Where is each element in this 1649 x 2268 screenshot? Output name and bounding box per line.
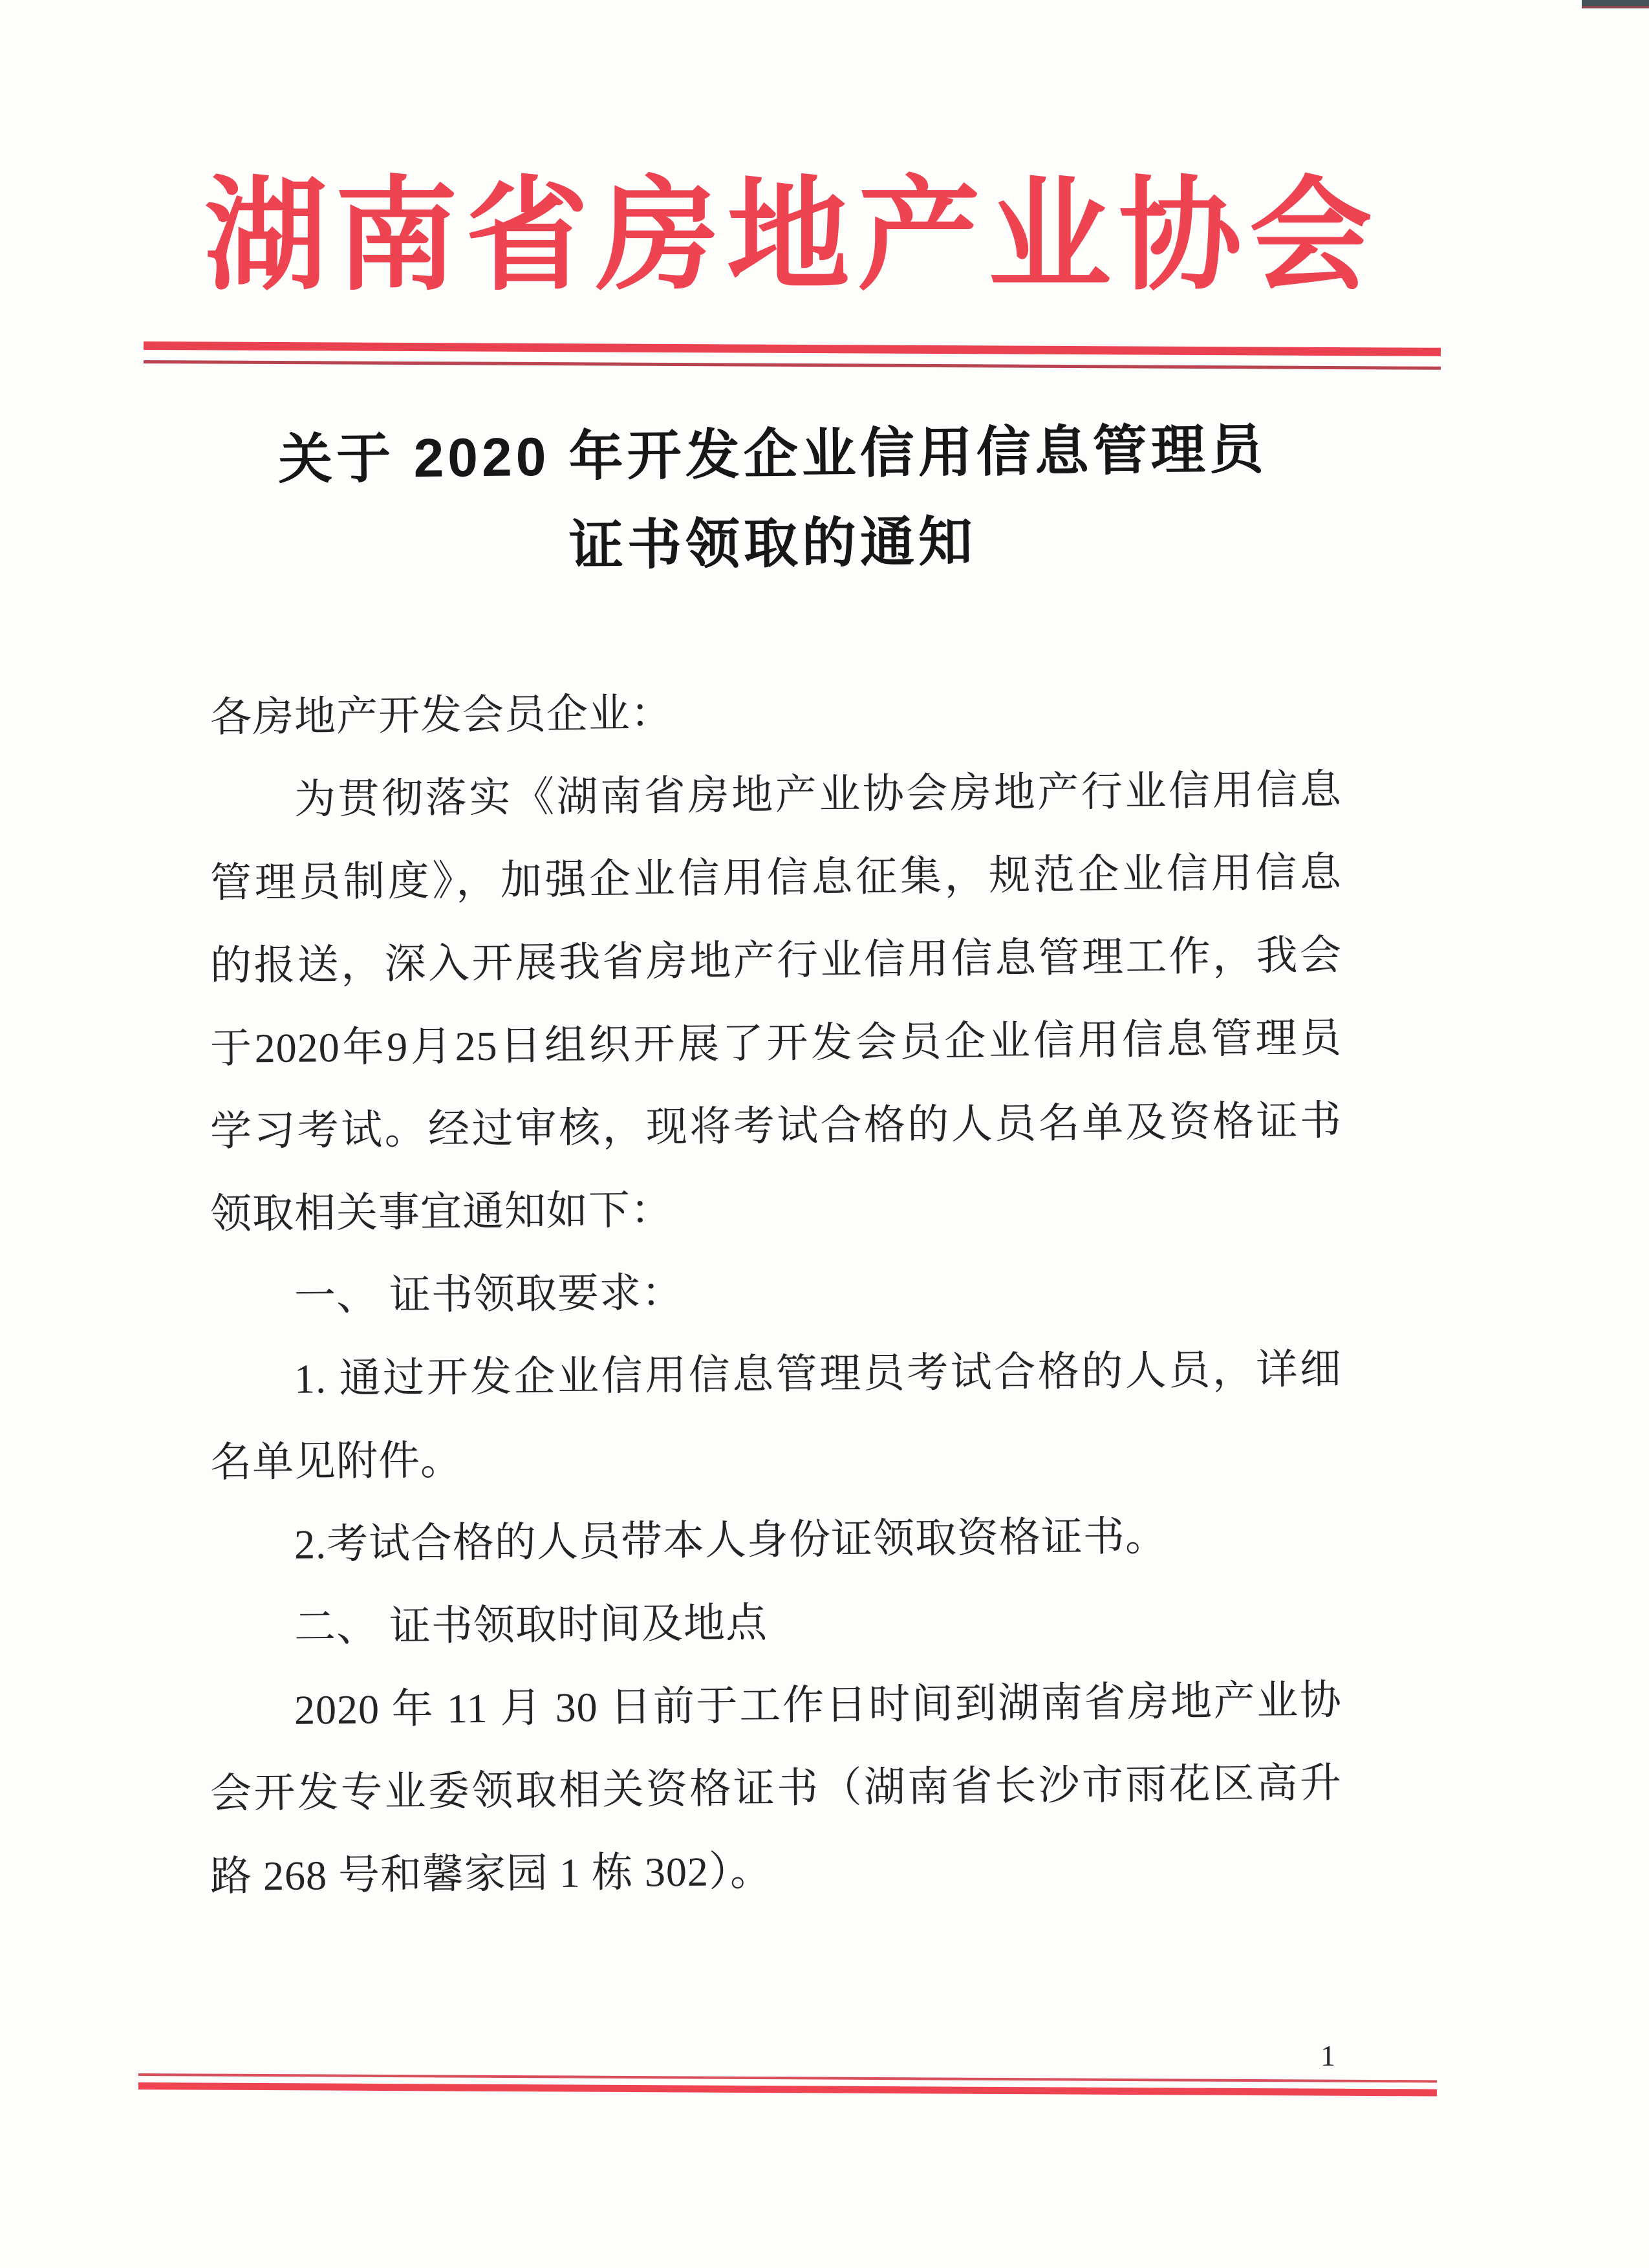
body-line: 1. 通过开发企业信用信息管理员考试合格的人员，详细 <box>294 1346 1342 1402</box>
body-line: 路 268 号和馨家园 1 栋 302）。 <box>210 1848 773 1899</box>
body-line: 2020 年 11 月 30 日前于工作日时间到湖南省房地产业协 <box>294 1677 1342 1733</box>
body-line: 名单见附件。 <box>210 1437 463 1485</box>
scan-artifact <box>1582 0 1649 8</box>
body-line: 为贯彻落实《湖南省房地产业协会房地产行业信用信息 <box>294 766 1342 823</box>
body-line: 2.考试合格的人员带本人身份证领取资格证书。 <box>294 1513 1168 1568</box>
footer-rule-thick <box>138 2082 1437 2097</box>
footer-rule-thin <box>138 2073 1437 2083</box>
letterhead-rule-thick <box>144 341 1441 356</box>
notice-title-line1: 关于 2020 年开发企业信用信息管理员 <box>277 418 1268 490</box>
body-line: 于2020年9月25日组织开展了开发会员企业信用信息管理员 <box>210 1015 1342 1072</box>
body-line: 会开发专业委领取相关资格证书（湖南省长沙市雨花区高升 <box>210 1760 1342 1817</box>
letterhead-rule-thin <box>144 360 1441 370</box>
body-line: 各房地产开发会员企业： <box>210 690 673 740</box>
body-line-section-heading: 二、 证书领取时间及地点 <box>294 1599 768 1650</box>
page-number: 1 <box>1320 2039 1335 2072</box>
body-line-section-heading: 一、 证书领取要求： <box>294 1269 684 1319</box>
body-line: 学习考试。经过审核，现将考试合格的人员名单及资格证书 <box>210 1097 1342 1154</box>
org-name: 湖南省房地产业协会 <box>204 169 1380 305</box>
notice-title-line2: 证书领取的通知 <box>568 511 977 576</box>
body-line: 管理员制度》，加强企业信用信息征集，规范企业信用信息 <box>210 849 1342 906</box>
body-line: 领取相关事宜通知如下： <box>210 1187 673 1237</box>
body-line: 的报送，深入开展我省房地产行业信用信息管理工作，我会 <box>210 932 1342 989</box>
